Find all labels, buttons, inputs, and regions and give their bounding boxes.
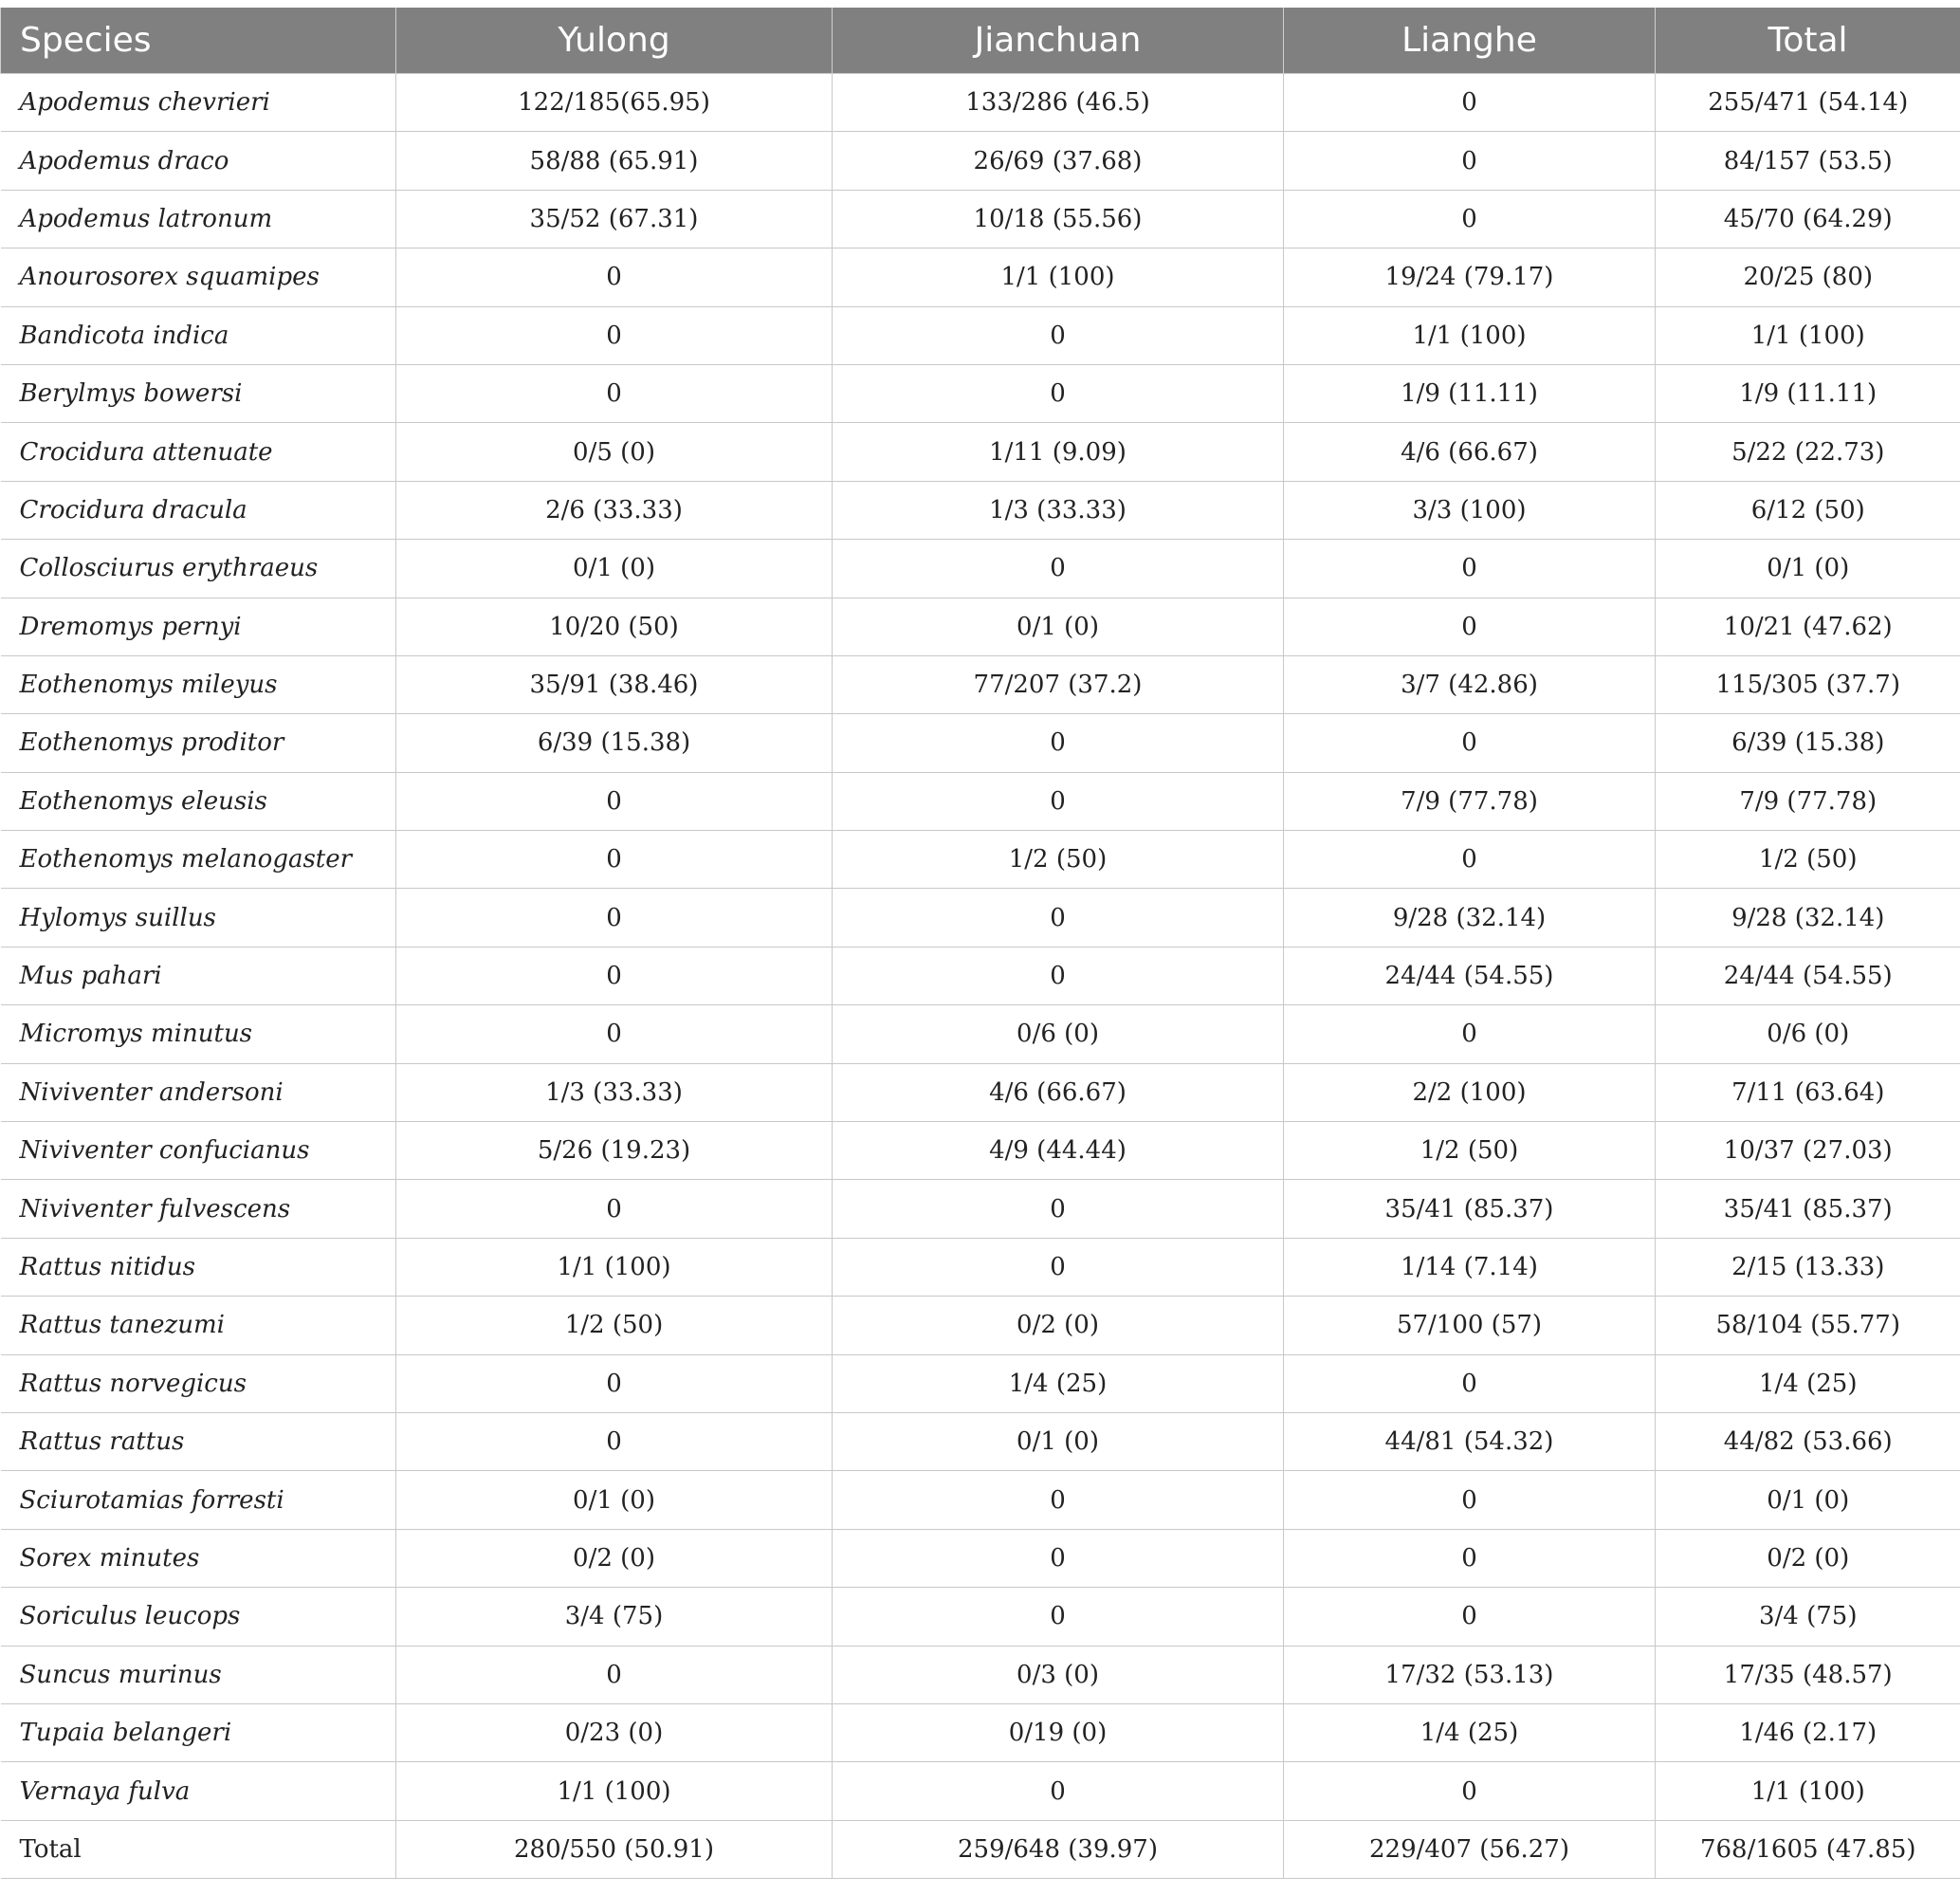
- total-cell-species: Total: [1, 1820, 396, 1878]
- total-cell-lianghe: 229/407 (56.27): [1284, 1820, 1656, 1878]
- cell-jianchuan: 1/11 (9.09): [833, 423, 1284, 481]
- cell-lianghe: 0: [1284, 1354, 1656, 1412]
- table-row: [1, 772, 1960, 830]
- cell-jianchuan: 0/2 (0): [833, 1297, 1284, 1354]
- cell-species: Apodemus latronum: [1, 190, 396, 248]
- cell-total: 0/1 (0): [1656, 1471, 1960, 1529]
- header-row: [1, 8, 1960, 74]
- table-row: [1, 598, 1960, 655]
- cell-jianchuan: 0/3 (0): [833, 1646, 1284, 1703]
- cell-total: 1/1 (100): [1656, 1762, 1960, 1820]
- table-row: [1, 1354, 1960, 1412]
- table-row: [1, 1297, 1960, 1354]
- table-header: [1, 8, 1960, 74]
- cell-yulong: 0: [396, 889, 833, 947]
- cell-jianchuan: 0: [833, 1238, 1284, 1296]
- cell-lianghe: 35/41 (85.37): [1284, 1180, 1656, 1238]
- table-row: [1, 1646, 1960, 1703]
- header-yulong: Yulong: [396, 8, 833, 74]
- cell-yulong: 58/88 (65.91): [396, 132, 833, 190]
- cell-lianghe: 1/9 (11.11): [1284, 364, 1656, 422]
- cell-yulong: 0: [396, 1005, 833, 1063]
- cell-jianchuan: 0: [833, 540, 1284, 598]
- cell-yulong: 1/1 (100): [396, 1238, 833, 1296]
- cell-yulong: 0: [396, 1412, 833, 1470]
- cell-yulong: 0/1 (0): [396, 540, 833, 598]
- table-row: [1, 364, 1960, 422]
- cell-jianchuan: 1/4 (25): [833, 1354, 1284, 1412]
- cell-species: Micromys minutus: [1, 1005, 396, 1063]
- cell-species: Rattus tanezumi: [1, 1297, 396, 1354]
- cell-lianghe: 0: [1284, 540, 1656, 598]
- table-row: [1, 132, 1960, 190]
- cell-jianchuan: 0: [833, 714, 1284, 772]
- cell-total: 7/9 (77.78): [1656, 772, 1960, 830]
- cell-species: Bandicota indica: [1, 306, 396, 364]
- cell-lianghe: 57/100 (57): [1284, 1297, 1656, 1354]
- table-row: [1, 1063, 1960, 1121]
- cell-yulong: 10/20 (50): [396, 598, 833, 655]
- cell-species: Eothenomys eleusis: [1, 772, 396, 830]
- cell-jianchuan: 10/18 (55.56): [833, 190, 1284, 248]
- table-body: [1, 74, 1960, 1879]
- table-row: [1, 1122, 1960, 1180]
- cell-jianchuan: 0: [833, 1762, 1284, 1820]
- cell-species: Dremomys pernyi: [1, 598, 396, 655]
- cell-yulong: 0/23 (0): [396, 1703, 833, 1761]
- cell-species: Sciurotamias forresti: [1, 1471, 396, 1529]
- header-lianghe: Lianghe: [1284, 8, 1656, 74]
- cell-total: 35/41 (85.37): [1656, 1180, 1960, 1238]
- cell-yulong: 0: [396, 248, 833, 306]
- cell-lianghe: 0: [1284, 1762, 1656, 1820]
- species-table: [0, 8, 1960, 1879]
- cell-yulong: 0/5 (0): [396, 423, 833, 481]
- cell-species: Tupaia belangeri: [1, 1703, 396, 1761]
- cell-species: Apodemus chevrieri: [1, 74, 396, 132]
- cell-jianchuan: 1/2 (50): [833, 831, 1284, 889]
- total-cell-jianchuan: 259/648 (39.97): [833, 1820, 1284, 1878]
- cell-yulong: 0/2 (0): [396, 1529, 833, 1587]
- cell-total: 2/15 (13.33): [1656, 1238, 1960, 1296]
- cell-total: 45/70 (64.29): [1656, 190, 1960, 248]
- cell-lianghe: 0: [1284, 1005, 1656, 1063]
- cell-lianghe: 1/2 (50): [1284, 1122, 1656, 1180]
- cell-yulong: 5/26 (19.23): [396, 1122, 833, 1180]
- cell-yulong: 0: [396, 947, 833, 1004]
- table-row: [1, 1005, 1960, 1063]
- cell-total: 255/471 (54.14): [1656, 74, 1960, 132]
- cell-total: 20/25 (80): [1656, 248, 1960, 306]
- cell-species: Eothenomys proditor: [1, 714, 396, 772]
- cell-jianchuan: 0: [833, 772, 1284, 830]
- cell-species: Hylomys suillus: [1, 889, 396, 947]
- table-row: [1, 540, 1960, 598]
- cell-lianghe: 0: [1284, 74, 1656, 132]
- cell-jianchuan: 0: [833, 1588, 1284, 1646]
- cell-jianchuan: 77/207 (37.2): [833, 655, 1284, 713]
- cell-jianchuan: 0: [833, 1529, 1284, 1587]
- cell-yulong: 1/3 (33.33): [396, 1063, 833, 1121]
- cell-yulong: 3/4 (75): [396, 1588, 833, 1646]
- table-row: [1, 1180, 1960, 1238]
- cell-lianghe: 0: [1284, 714, 1656, 772]
- cell-lianghe: 17/32 (53.13): [1284, 1646, 1656, 1703]
- header-species: Species: [1, 8, 396, 74]
- table-row: [1, 1529, 1960, 1587]
- cell-yulong: 0/1 (0): [396, 1471, 833, 1529]
- cell-species: Suncus murinus: [1, 1646, 396, 1703]
- cell-yulong: 0: [396, 772, 833, 830]
- cell-species: Eothenomys melanogaster: [1, 831, 396, 889]
- cell-lianghe: 4/6 (66.67): [1284, 423, 1656, 481]
- cell-lianghe: 1/1 (100): [1284, 306, 1656, 364]
- cell-total: 1/9 (11.11): [1656, 364, 1960, 422]
- cell-yulong: 6/39 (15.38): [396, 714, 833, 772]
- table-row: [1, 1471, 1960, 1529]
- cell-lianghe: 0: [1284, 132, 1656, 190]
- header-total: Total: [1656, 8, 1960, 74]
- cell-jianchuan: 0/1 (0): [833, 1412, 1284, 1470]
- cell-total: 10/21 (47.62): [1656, 598, 1960, 655]
- table-row: [1, 1238, 1960, 1296]
- cell-yulong: 0: [396, 1354, 833, 1412]
- table-row: [1, 1762, 1960, 1820]
- table-row: [1, 714, 1960, 772]
- cell-yulong: 35/52 (67.31): [396, 190, 833, 248]
- cell-species: Anourosorex squamipes: [1, 248, 396, 306]
- header-jianchuan: Jianchuan: [833, 8, 1284, 74]
- cell-species: Collosciurus erythraeus: [1, 540, 396, 598]
- cell-total: 6/39 (15.38): [1656, 714, 1960, 772]
- cell-total: 17/35 (48.57): [1656, 1646, 1960, 1703]
- total-cell-yulong: 280/550 (50.91): [396, 1820, 833, 1878]
- cell-species: Soriculus leucops: [1, 1588, 396, 1646]
- cell-species: Rattus norvegicus: [1, 1354, 396, 1412]
- cell-total: 84/157 (53.5): [1656, 132, 1960, 190]
- cell-lianghe: 0: [1284, 598, 1656, 655]
- cell-yulong: 0: [396, 831, 833, 889]
- cell-total: 115/305 (37.7): [1656, 655, 1960, 713]
- cell-lianghe: 1/4 (25): [1284, 1703, 1656, 1761]
- cell-total: 9/28 (32.14): [1656, 889, 1960, 947]
- cell-total: 24/44 (54.55): [1656, 947, 1960, 1004]
- table-row: [1, 306, 1960, 364]
- cell-jianchuan: 1/3 (33.33): [833, 481, 1284, 539]
- cell-species: Berylmys bowersi: [1, 364, 396, 422]
- cell-lianghe: 2/2 (100): [1284, 1063, 1656, 1121]
- cell-species: Mus pahari: [1, 947, 396, 1004]
- cell-species: Crocidura attenuate: [1, 423, 396, 481]
- cell-yulong: 35/91 (38.46): [396, 655, 833, 713]
- cell-jianchuan: 0/1 (0): [833, 598, 1284, 655]
- table-row: [1, 1588, 1960, 1646]
- cell-species: Vernaya fulva: [1, 1762, 396, 1820]
- cell-lianghe: 0: [1284, 1529, 1656, 1587]
- cell-yulong: 0: [396, 364, 833, 422]
- cell-jianchuan: 0/6 (0): [833, 1005, 1284, 1063]
- cell-yulong: 1/2 (50): [396, 1297, 833, 1354]
- cell-lianghe: 0: [1284, 831, 1656, 889]
- table-row: [1, 190, 1960, 248]
- cell-jianchuan: 133/286 (46.5): [833, 74, 1284, 132]
- cell-total: 0/1 (0): [1656, 540, 1960, 598]
- cell-jianchuan: 0: [833, 1471, 1284, 1529]
- cell-jianchuan: 4/9 (44.44): [833, 1122, 1284, 1180]
- cell-species: Niviventer andersoni: [1, 1063, 396, 1121]
- cell-species: Sorex minutes: [1, 1529, 396, 1587]
- cell-total: 10/37 (27.03): [1656, 1122, 1960, 1180]
- cell-total: 0/6 (0): [1656, 1005, 1960, 1063]
- cell-total: 6/12 (50): [1656, 481, 1960, 539]
- cell-yulong: 1/1 (100): [396, 1762, 833, 1820]
- cell-species: Niviventer confucianus: [1, 1122, 396, 1180]
- cell-species: Rattus rattus: [1, 1412, 396, 1470]
- cell-total: 58/104 (55.77): [1656, 1297, 1960, 1354]
- cell-jianchuan: 0/19 (0): [833, 1703, 1284, 1761]
- cell-total: 5/22 (22.73): [1656, 423, 1960, 481]
- cell-species: Eothenomys mileyus: [1, 655, 396, 713]
- cell-lianghe: 7/9 (77.78): [1284, 772, 1656, 830]
- table-row: [1, 74, 1960, 132]
- cell-jianchuan: 0: [833, 947, 1284, 1004]
- cell-species: Crocidura dracula: [1, 481, 396, 539]
- table-row: [1, 655, 1960, 713]
- cell-species: Rattus nitidus: [1, 1238, 396, 1296]
- cell-jianchuan: 0: [833, 306, 1284, 364]
- table-row: [1, 248, 1960, 306]
- cell-total: 3/4 (75): [1656, 1588, 1960, 1646]
- cell-species: Niviventer fulvescens: [1, 1180, 396, 1238]
- cell-lianghe: 0: [1284, 1471, 1656, 1529]
- cell-lianghe: 44/81 (54.32): [1284, 1412, 1656, 1470]
- cell-jianchuan: 1/1 (100): [833, 248, 1284, 306]
- cell-yulong: 2/6 (33.33): [396, 481, 833, 539]
- cell-yulong: 0: [396, 306, 833, 364]
- table-row: [1, 947, 1960, 1004]
- table-row: [1, 481, 1960, 539]
- cell-lianghe: 19/24 (79.17): [1284, 248, 1656, 306]
- cell-jianchuan: 0: [833, 1180, 1284, 1238]
- cell-jianchuan: 4/6 (66.67): [833, 1063, 1284, 1121]
- cell-jianchuan: 26/69 (37.68): [833, 132, 1284, 190]
- table-row: [1, 1412, 1960, 1470]
- cell-lianghe: 1/14 (7.14): [1284, 1238, 1656, 1296]
- cell-jianchuan: 0: [833, 364, 1284, 422]
- table-row: [1, 1703, 1960, 1761]
- table-row: [1, 831, 1960, 889]
- cell-yulong: 0: [396, 1646, 833, 1703]
- cell-jianchuan: 0: [833, 889, 1284, 947]
- total-row: [1, 1820, 1960, 1878]
- table-row: [1, 889, 1960, 947]
- cell-yulong: 0: [396, 1180, 833, 1238]
- cell-lianghe: 0: [1284, 190, 1656, 248]
- cell-total: 1/46 (2.17): [1656, 1703, 1960, 1761]
- table-row: [1, 423, 1960, 481]
- cell-lianghe: 9/28 (32.14): [1284, 889, 1656, 947]
- cell-lianghe: 0: [1284, 1588, 1656, 1646]
- cell-total: 1/2 (50): [1656, 831, 1960, 889]
- cell-total: 1/1 (100): [1656, 306, 1960, 364]
- cell-total: 1/4 (25): [1656, 1354, 1960, 1412]
- cell-total: 7/11 (63.64): [1656, 1063, 1960, 1121]
- cell-lianghe: 3/7 (42.86): [1284, 655, 1656, 713]
- total-cell-total: 768/1605 (47.85): [1656, 1820, 1960, 1878]
- cell-total: 0/2 (0): [1656, 1529, 1960, 1587]
- cell-lianghe: 3/3 (100): [1284, 481, 1656, 539]
- cell-species: Apodemus draco: [1, 132, 396, 190]
- cell-lianghe: 24/44 (54.55): [1284, 947, 1656, 1004]
- cell-yulong: 122/185(65.95): [396, 74, 833, 132]
- cell-total: 44/82 (53.66): [1656, 1412, 1960, 1470]
